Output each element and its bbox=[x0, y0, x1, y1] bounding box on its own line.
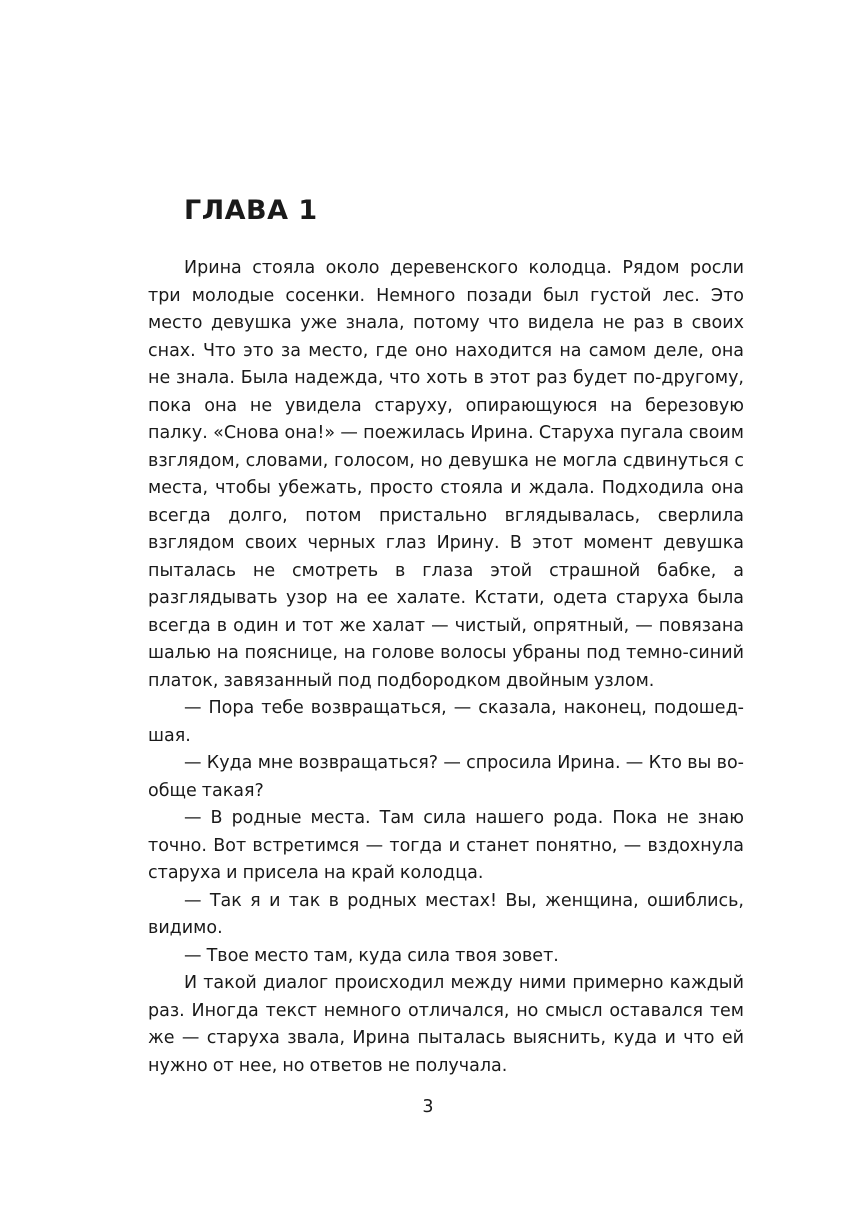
paragraph: И такой диалог происходил между ними примерно каждый раз. Иногда текст немного отличался, но смысл оставался тем же — старуха звала, Ирина пыталась выяснить, куда и что ей нужно от нее, но ответов не получала. bbox=[148, 973, 744, 1076]
paragraph: — Твое место там, куда сила твоя зовет. bbox=[184, 945, 559, 966]
paragraph: — Так я и так в родных местах! Вы, женщина, ошиблись, видимо. bbox=[148, 890, 744, 938]
paragraph: Ирина стояла около деревенского колодца. Рядом росли три молодые сосенки. Немного позади был густой лес. Это место девушка уже знала, потому что видела не раз в своих снах. Что это за место, где оно находится на самом деле, она не знала. Была надежда, что хоть в этот раз будет по-другому, пока она не увидела старуху, опирающуюся на березовую палку. «Снова она!» — поежилась Ирина. Старуха пугала своим взглядом, словами, голосом, но девушка не могла сдвинуться с места, чтобы убежать, просто стояла и ждала. Подходила она всегда долго, потом пристально вглядывалась, сверлила взглядом своих черных глаз Ирину. В этот момент девушка пыталась не смотреть в глаза этой страшной бабке, а разглядывать узор на ее халате. Кстати, одета старуха была всегда в один и тот же халат — чистый, опрятный, — повязана шалью на пояснице, на голове волосы убраны под темно-синий платок, завязанный под подбородком двойным узлом. bbox=[148, 258, 744, 691]
paragraph: — В родные места. Там сила нашего рода. Пока не знаю точно. Вот встретимся — тогда и станет понятно, — вздохнула старуха и присела на край колодца. bbox=[148, 808, 744, 883]
chapter-title: ГЛАВА 1 bbox=[184, 195, 318, 226]
paragraph: — Куда мне возвращаться? — спросила Ирина. — Кто вы вообще такая? bbox=[148, 753, 744, 801]
page-number: 3 bbox=[422, 1097, 434, 1117]
chapter-body bbox=[148, 255, 744, 1080]
paragraph: — Пора тебе возвращаться, — сказала, наконец, подошедшая. bbox=[148, 698, 744, 746]
